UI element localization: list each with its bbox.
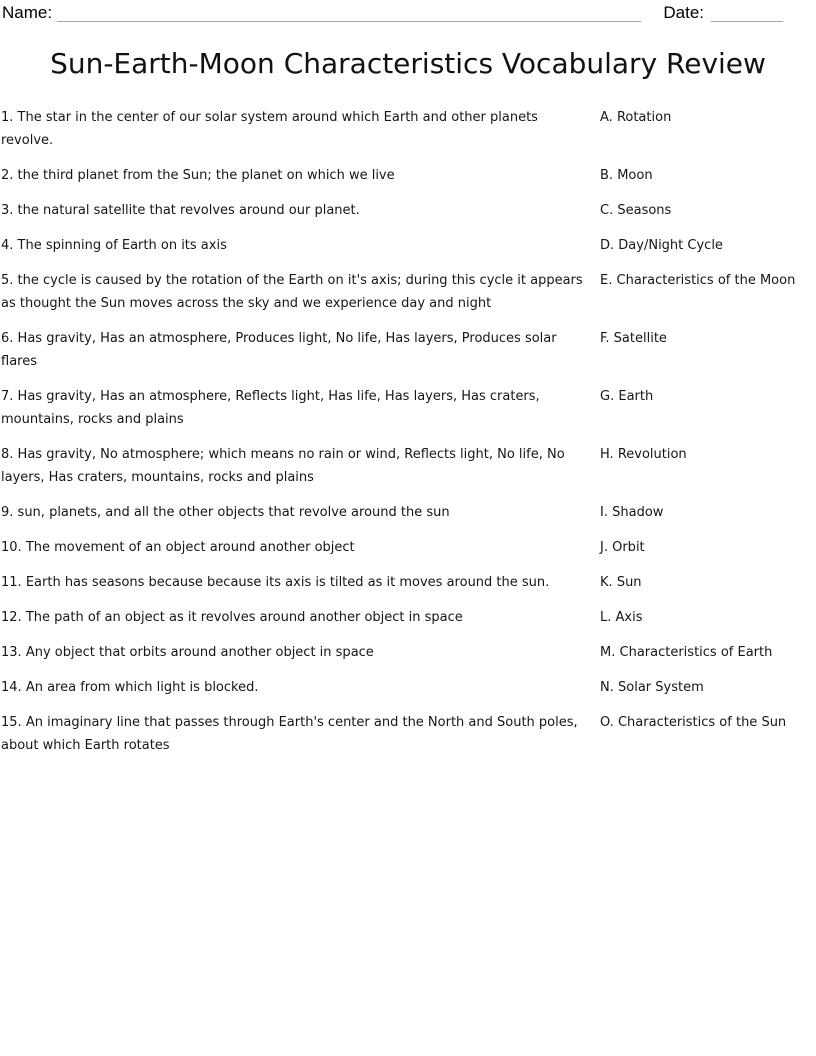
definition-text — [1, 536, 600, 559]
term-label: Satellite — [613, 331, 667, 346]
match-row-12 — [1, 606, 816, 629]
match-row-8 — [1, 443, 816, 489]
match-row-9 — [1, 501, 816, 524]
match-row-11 — [1, 571, 816, 594]
term-letter: O. — [600, 715, 614, 730]
definition-text — [1, 676, 600, 699]
match-row-15 — [1, 711, 816, 757]
definition-number: 5. — [1, 273, 14, 288]
definition-body: Has gravity, No atmosphere; which means no rain or wind, Reflects light, No life, No layers, Has craters, mountains, rocks and plains — [1, 447, 565, 485]
definition-number: 2. — [1, 168, 14, 183]
definition-number: 13. — [1, 645, 22, 660]
definition-body: the natural satellite that revolves around our planet. — [17, 203, 360, 218]
match-row-14 — [1, 676, 816, 699]
term-letter: I. — [600, 505, 608, 520]
definition-number: 4. — [1, 238, 14, 253]
term-text — [600, 711, 816, 734]
term-text — [600, 199, 816, 222]
date-label: Date: — [663, 3, 704, 22]
term-text — [600, 676, 816, 699]
date-field[interactable] — [711, 5, 783, 22]
term-label: Characteristics of the Sun — [617, 715, 787, 730]
definition-body: The star in the center of our solar system around which Earth and other planets revolve. — [1, 110, 538, 148]
definition-text — [1, 199, 600, 222]
definition-body: The movement of an object around another object — [25, 540, 355, 555]
definition-number: 7. — [1, 389, 14, 404]
definition-body: An area from which light is blocked. — [25, 680, 259, 695]
term-label: Orbit — [612, 540, 645, 555]
term-text — [600, 385, 816, 408]
definition-number: 6. — [1, 331, 14, 346]
page-title: Sun-Earth-Moon Characteristics Vocabulary Review — [50, 47, 766, 80]
term-text — [600, 164, 816, 187]
term-label: Characteristics of Earth — [619, 645, 773, 660]
definition-text — [1, 606, 600, 629]
term-letter: D. — [600, 238, 615, 253]
name-field[interactable] — [57, 5, 641, 22]
term-text — [600, 571, 816, 594]
term-letter: K. — [600, 575, 613, 590]
term-letter: J. — [600, 540, 608, 555]
definition-body: the third planet from the Sun; the planet on which we live — [17, 168, 395, 183]
definition-number: 11. — [1, 575, 22, 590]
match-row-13 — [1, 641, 816, 664]
definition-body: sun, planets, and all the other objects that revolve around the sun — [17, 505, 450, 520]
term-text — [600, 106, 816, 129]
match-row-3 — [1, 199, 816, 222]
term-label: Shadow — [612, 505, 664, 520]
term-label: Characteristics of the Moon — [616, 273, 796, 288]
definition-text — [1, 501, 600, 524]
definition-body: An imaginary line that passes through Earth's center and the North and South poles, about which Earth rotates — [1, 715, 578, 753]
term-text — [600, 443, 816, 466]
definition-text — [1, 443, 600, 489]
term-label: Axis — [615, 610, 643, 625]
definition-text — [1, 234, 600, 257]
definition-text — [1, 164, 600, 187]
definition-number: 1. — [1, 110, 14, 125]
definition-text — [1, 711, 600, 757]
definition-number: 8. — [1, 447, 14, 462]
definition-body: the cycle is caused by the rotation of the Earth on it's axis; during this cycle it appears as thought the Sun moves across the sky and we experience day and night — [1, 273, 583, 311]
term-letter: A. — [600, 110, 613, 125]
definition-body: Earth has seasons because because its axis is tilted as it moves around the sun. — [25, 575, 550, 590]
term-letter: F. — [600, 331, 610, 346]
name-label: Name: — [2, 3, 53, 22]
matching-list — [0, 106, 816, 757]
definition-body: The path of an object as it revolves around another object in space — [25, 610, 463, 625]
term-label: Rotation — [616, 110, 672, 125]
term-text — [600, 327, 816, 350]
definition-number: 12. — [1, 610, 22, 625]
term-letter: C. — [600, 203, 614, 218]
term-letter: N. — [600, 680, 614, 695]
term-label: Moon — [617, 168, 653, 183]
term-letter: M. — [600, 645, 616, 660]
definition-body: Any object that orbits around another object in space — [25, 645, 374, 660]
match-row-4 — [1, 234, 816, 257]
definition-number: 10. — [1, 540, 22, 555]
definition-text — [1, 269, 600, 315]
term-letter: E. — [600, 273, 613, 288]
definition-text — [1, 106, 600, 152]
match-row-10 — [1, 536, 816, 559]
definition-number: 14. — [1, 680, 22, 695]
term-label: Revolution — [617, 447, 687, 462]
term-label: Seasons — [617, 203, 672, 218]
term-text — [600, 234, 816, 257]
term-text — [600, 606, 816, 629]
definition-body: Has gravity, Has an atmosphere, Produces light, No life, Has layers, Produces solar flares — [1, 331, 557, 369]
definition-text — [1, 385, 600, 431]
definition-number: 9. — [1, 505, 14, 520]
definition-body: The spinning of Earth on its axis — [17, 238, 227, 253]
match-row-7 — [1, 385, 816, 431]
term-label: Sun — [616, 575, 642, 590]
match-row-6 — [1, 327, 816, 373]
definition-text — [1, 571, 600, 594]
term-text — [600, 641, 816, 664]
definition-text — [1, 641, 600, 664]
definition-text — [1, 327, 600, 373]
definition-number: 3. — [1, 203, 14, 218]
worksheet-header — [0, 0, 816, 22]
term-letter: L. — [600, 610, 612, 625]
term-text — [600, 501, 816, 524]
definition-body: Has gravity, Has an atmosphere, Reflects light, Has life, Has layers, Has craters, mountains, rocks and plains — [1, 389, 540, 427]
term-text — [600, 536, 816, 559]
match-row-2 — [1, 164, 816, 187]
match-row-1 — [1, 106, 816, 152]
term-letter: B. — [600, 168, 614, 183]
match-row-5 — [1, 269, 816, 315]
term-text — [600, 269, 816, 292]
term-label: Earth — [618, 389, 654, 404]
term-label: Day/Night Cycle — [618, 238, 723, 253]
definition-number: 15. — [1, 715, 22, 730]
term-letter: G. — [600, 389, 615, 404]
term-label: Solar System — [618, 680, 704, 695]
term-letter: H. — [600, 447, 614, 462]
